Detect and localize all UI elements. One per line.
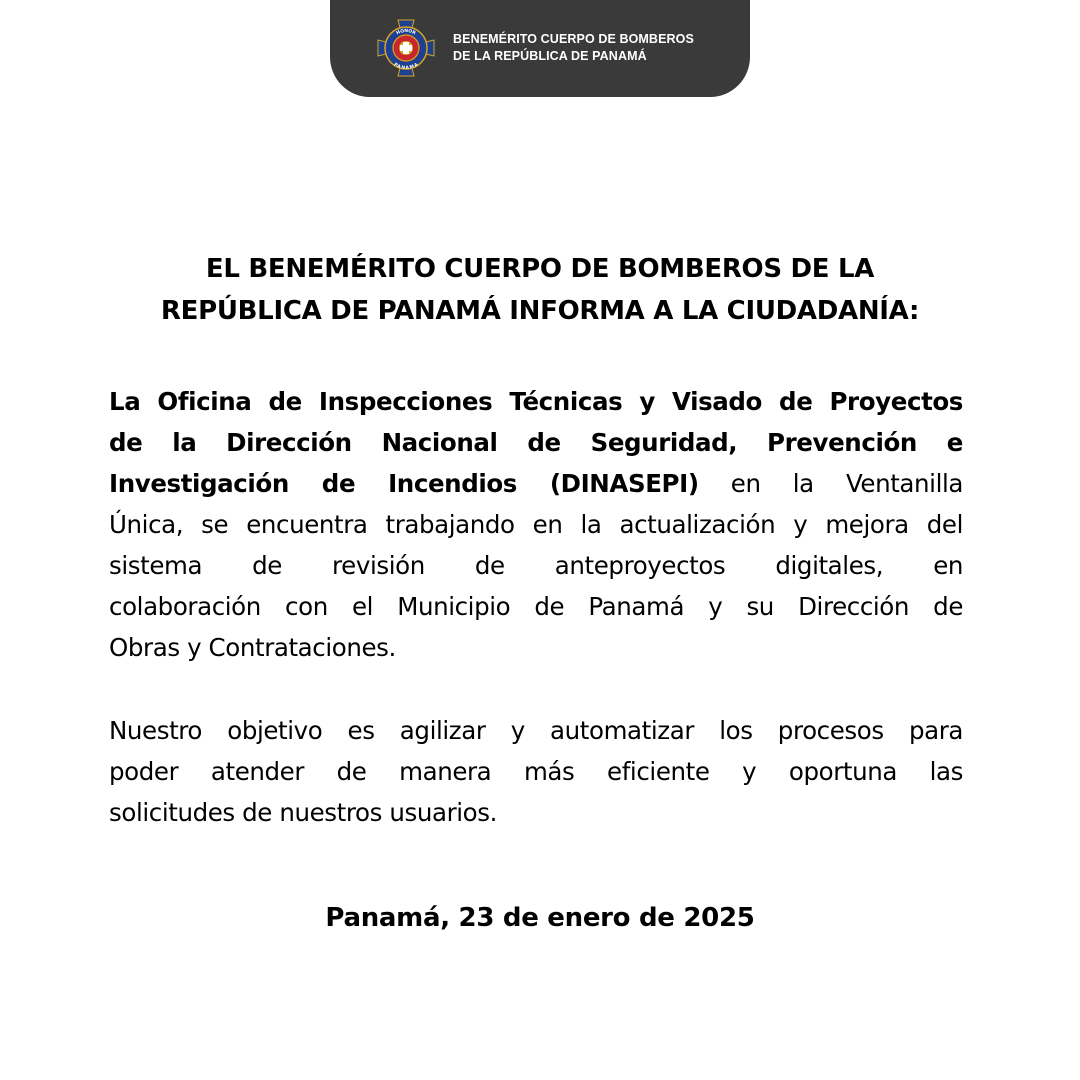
paragraph-1-line-3	[109, 463, 963, 504]
announcement-title	[100, 248, 980, 332]
announcement-date: Panamá, 23 de enero de 2025	[325, 903, 755, 933]
organization-name-line-2: DE LA REPÚBLICA DE PANAMÁ	[453, 49, 647, 63]
announcement-paragraph-1	[109, 381, 963, 668]
paragraph-2-line-1: Nuestro objetivo es agilizar y automatizar los procesos para	[109, 716, 963, 745]
organization-name	[453, 31, 733, 65]
title-line-1: EL BENEMÉRITO CUERPO DE BOMBEROS DE LA	[205, 254, 875, 284]
paragraph-1-line-7: Obras y Contrataciones.	[109, 633, 396, 662]
paragraph-2-line-3: solicitudes de nuestros usuarios.	[109, 798, 497, 827]
organization-name-line-1: BENEMÉRITO CUERPO DE BOMBEROS	[453, 32, 694, 46]
paragraph-1-line-4: Única, se encuentra trabajando en la actualización y mejora del	[109, 510, 963, 539]
announcement-paragraph-2	[109, 710, 963, 833]
paragraph-1-line-3-bold: Investigación de Incendios (DINASEPI)	[109, 469, 699, 498]
paragraph-1-line-5: sistema de revisión de anteproyectos digitales, en	[109, 551, 963, 580]
paragraph-1-line-1: La Oficina de Inspecciones Técnicas y Visado de Proyectos	[109, 387, 963, 416]
paragraph-2-line-2: poder atender de manera más eficiente y oportuna las	[109, 757, 963, 786]
firefighter-emblem-icon	[376, 18, 436, 78]
paragraph-1-line-3-regular: en la Ventanilla	[698, 469, 963, 498]
title-line-2: REPÚBLICA DE PANAMÁ INFORMA A LA CIUDADANÍA:	[160, 296, 920, 326]
paragraph-1-line-2: de la Dirección Nacional de Seguridad, Prevención e	[109, 428, 963, 457]
emblem-top-text: HONOR	[395, 28, 417, 37]
paragraph-1-line-6: colaboración con el Municipio de Panamá y su Dirección de	[109, 592, 963, 621]
emblem-bottom-text: PANAMA	[392, 62, 420, 72]
